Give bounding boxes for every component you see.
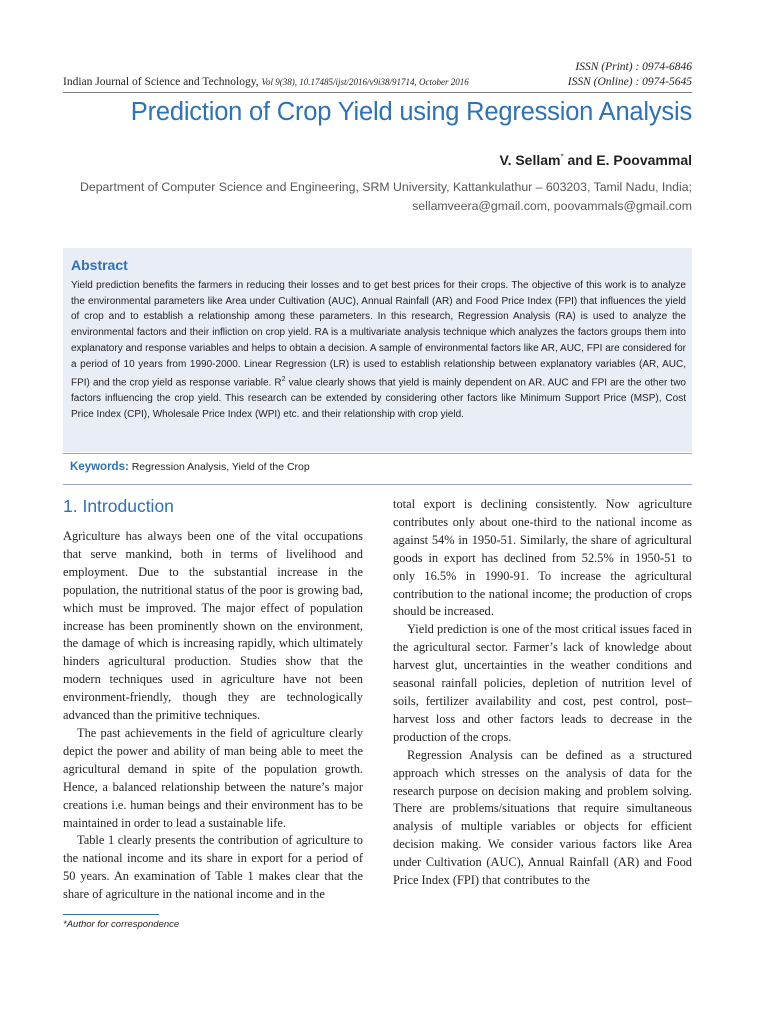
paragraph: Regression Analysis can be defined as a structured approach which stresses on the analysis of data for the research purpose on decision making and problem solving. There are problems/situations that require simultaneous analysis of multiple variables or objects for efficient decision making. We consider various factors like Area under Cultivation (AUC), Annual Rainfall (AR) and Food Price Index (FPI) that contributes to the <box>393 747 692 888</box>
correspondence-mark: * <box>560 152 564 162</box>
paragraph: total export is declining consistently. Now agriculture contributes only about one-third to the national income as against 54% in 1950-51. Similarly, the share of agricultural goods in export has declined from 52.5% in 1950-51 to only 16.5% in 1990-91. To increase the agricultural contribution to the national income; the production of crops should be increased. <box>393 497 692 619</box>
abstract-text <box>71 278 686 423</box>
paragraph: The past achievements in the field of agriculture clearly depict the power and ability of man being able to meet the agricultural demand in spite of the population growth. Hence, a balanced relationship between the nature’s major creations i.e. human beings and their environment has to be maintained in order to lead a sustainable life. <box>63 725 363 830</box>
right-column <box>393 496 692 890</box>
affiliation-department: Department of Computer Science and Engineering, SRM University, Kattankulathur – 603203, Tamil Nadu, India; <box>80 180 692 194</box>
keywords-text: Regression Analysis, Yield of the Crop <box>128 461 310 473</box>
paragraph: Table 1 clearly presents the contribution of agriculture to the national income and its share in export for a period of 50 years. An examination of Table 1 makes clear that the share of agriculture in the national income and in the <box>63 833 363 902</box>
r-squared-superscript: 2 <box>281 376 286 384</box>
affiliation-emails: sellamveera@gmail.com, poovammals@gmail.com <box>412 199 692 213</box>
journal-volume-doi: Vol 9(38), 10.17485/ijst/2016/v9i38/91714, October 2016 <box>261 77 469 87</box>
author-first: V. Sellam <box>499 152 561 168</box>
footnote-divider <box>63 914 159 915</box>
author-line <box>500 152 692 168</box>
abstract-text-part-a: Yield prediction benefits the farmers in reducing their losses and to get best prices for their crops. The objective of this work is to analyze the environmental parameters like Area under Cultivation (AUC), Annual Rainfall (AR) and Food Price Index (FPI) that influences the yield of crop and to establish a relationship among these parameters. In this research, Regression Analysis (RA) is used to analyze the environmental factors and their infliction on crop yield. RA is a multivariate analysis technique which analyzes the factors groups them into explanatory and response variables and helps to obtain a decision. A sample of environmental factors like AR, AUC, FPI are considered for a period of 10 years from 1990-2000. Linear Regression (LR) is used to establish relationship between explanatory variables (AR, AUC, FPI) and the crop yield as response variable. R <box>71 280 686 389</box>
issn-block <box>568 60 692 90</box>
journal-citation <box>63 76 469 88</box>
left-column <box>63 528 363 904</box>
footnote: *Author for correspondence <box>63 919 180 930</box>
abstract-text-part-b: value clearly shows that yield is mainly dependent on AR. AUC and FPI are the other two factors influencing the crop yield. This research can be extended by considering other factors like Minimum Support Price (MSP), Cost Price Index (CPI), Wholesale Price Index (WPI) etc. and their relationship with crop yield. <box>71 377 686 420</box>
keywords-divider-bottom <box>63 484 692 485</box>
paragraph: Yield prediction is one of the most critical issues faced in the agricultural sector. Farmer’s lack of knowledge about harvest glut, uncertainties in the weather conditions and seasonal rainfall policies, depletion of nutrition level of soils, fertilizer availability and cost, pest control, post–harvest loss and other factors leads to decrease in the production of the crops. <box>393 622 692 744</box>
issn-print: ISSN (Print) : 0974-6846 <box>575 61 692 73</box>
paper-title: Prediction of Crop Yield using Regression Analysis <box>130 98 692 126</box>
header-divider <box>63 92 692 93</box>
section-heading-introduction: 1. Introduction <box>63 496 174 516</box>
abstract-heading: Abstract <box>71 257 128 273</box>
keywords-label: Keywords: <box>70 461 129 473</box>
journal-name: Indian Journal of Science and Technology, <box>63 76 259 88</box>
paragraph: Agriculture has always been one of the vital occupations that serve mankind, both in terms of livelihood and employment. Due to the substantial increase in the population, the nutritional status of the poor is growing bad, which must be improved. The major effect of population increase has been prominently shown on the environment, the damage of which is increasing rapidly, which ultimately hinders agricultural production. Studies show that the modern techniques used in agriculture have not been environment-friendly, though they are technologically advanced than the primitive techniques. <box>63 529 363 723</box>
abstract-box <box>63 248 692 452</box>
author-rest: and E. Poovammal <box>563 152 692 168</box>
keywords <box>70 461 310 473</box>
keywords-divider-top <box>63 453 692 454</box>
issn-online: ISSN (Online) : 0974-5645 <box>567 76 692 88</box>
affiliation <box>80 178 692 216</box>
